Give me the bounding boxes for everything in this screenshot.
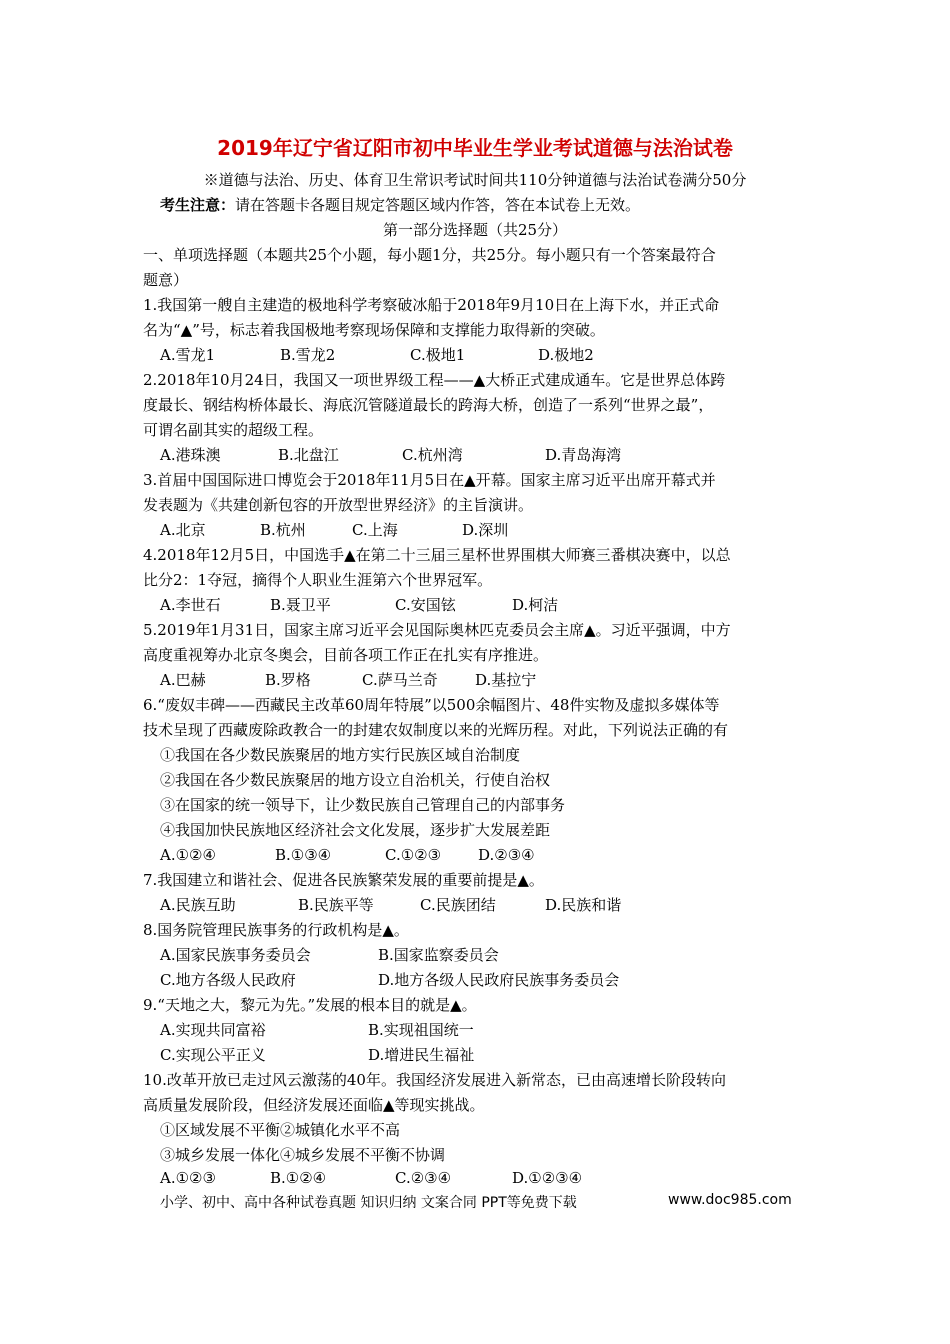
section-intro-line-1: 一、单项选择题（本题共25个小题，每小题1分，共25分。每小题只有一个答案最符合 [143, 246, 716, 264]
part-title: 第一部分选择题（共25分） [382, 221, 568, 239]
question-3-line-1: 3.首届中国国际进口博览会于2018年11月5日在▲开幕。国家主席习近平出席开幕式并 [143, 471, 716, 489]
exam-title: 2019年辽宁省辽阳市初中毕业生学业考试道德与法治试卷 [217, 136, 733, 160]
exam-note: ※道德与法治、历史、体育卫生常识考试时间共110分钟道德与法治试卷满分50分 [203, 171, 747, 189]
question-6-option-b: B.①③④ [275, 846, 332, 864]
question-8-option-d: D.地方各级人民政府民族事务委员会 [378, 971, 620, 989]
question-2-option-c: C.杭州湾 [402, 446, 463, 464]
question-7-line-1: 7.我国建立和谐社会、促进各民族繁荣发展的重要前提是▲。 [143, 871, 544, 889]
question-4-option-d: D.柯洁 [512, 596, 559, 614]
question-9-option-b: B.实现祖国统一 [368, 1021, 474, 1039]
question-5-line-1: 5.2019年1月31日，国家主席习近平会见国际奥林匹克委员会主席▲。习近平强调，中方 [143, 621, 731, 639]
question-10-statement-2: ③城乡发展一体化④城乡发展不平衡不协调 [160, 1146, 446, 1164]
question-1-option-d: D.极地2 [538, 346, 594, 364]
section-intro-line-2: 题意） [143, 271, 189, 289]
question-10-statement-1: ①区域发展不平衡②城镇化水平不高 [160, 1121, 401, 1139]
question-6-option-d: D.②③④ [478, 846, 535, 864]
question-6-line-1: 6.“废奴丰碑——西藏民主改革60周年特展”以500余幅图片、48件实物及虚拟多媒体等 [143, 696, 720, 714]
question-1-option-a: A.雪龙1 [160, 346, 216, 364]
question-2-line-2: 度最长、钢结构桥体最长、海底沉管隧道最长的跨海大桥，创造了一系列“世界之最”， [143, 396, 714, 414]
question-6-option-a: A.①②④ [160, 846, 216, 864]
question-2-line-1: 2.2018年10月24日，我国又一项世界级工程——▲大桥正式建成通车。它是世界总体跨 [143, 371, 726, 389]
question-1-line-1: 1.我国第一艘自主建造的极地科学考察破冰船于2018年9月10日在上海下水，并正式命 [143, 296, 720, 314]
question-2-option-a: A.港珠澳 [160, 446, 221, 464]
footer-url[interactable]: www.doc985.com [668, 1192, 792, 1208]
notice-text: 请在答题卡各题目规定答题区域内作答，答在本试卷上无效。 [235, 196, 641, 214]
question-6-statement-1: ①我国在各少数民族聚居的地方实行民族区域自治制度 [160, 746, 521, 764]
question-2-option-b: B.北盘江 [278, 446, 339, 464]
question-6-statement-2: ②我国在各少数民族聚居的地方设立自治机关，行使自治权 [160, 771, 551, 789]
question-1-option-c: C.极地1 [410, 346, 466, 364]
question-3-option-c: C.上海 [352, 521, 398, 539]
question-9-option-a: A.实现共同富裕 [160, 1021, 266, 1039]
question-9-option-c: C.实现公平正义 [160, 1046, 266, 1064]
question-4-line-1: 4.2018年12月5日，中国选手▲在第二十三届三星杯世界围棋大师赛三番棋决赛中，以总 [143, 546, 731, 564]
question-10-option-c: C.②③④ [395, 1169, 452, 1187]
question-10-line-1: 10.改革开放已走过风云激荡的40年。我国经济发展进入新常态，已由高速增长阶段转向 [143, 1071, 726, 1089]
question-10-option-a: A.①②③ [160, 1169, 216, 1187]
question-8-option-c: C.地方各级人民政府 [160, 971, 296, 989]
question-3-option-d: D.深圳 [462, 521, 509, 539]
question-8-option-a: A.国家民族事务委员会 [160, 946, 311, 964]
question-6-line-2: 技术呈现了西藏废除政教合一的封建农奴制度以来的光辉历程。对此，下列说法正确的有 [143, 721, 729, 739]
question-10-option-b: B.①②④ [270, 1169, 327, 1187]
question-7-option-c: C.民族团结 [420, 896, 496, 914]
question-4-line-2: 比分2：1夺冠，摘得个人职业生涯第六个世界冠军。 [143, 571, 493, 589]
question-6-statement-4: ④我国加快民族地区经济社会文化发展，逐步扩大发展差距 [160, 821, 551, 839]
question-8-line-1: 8.国务院管理民族事务的行政机构是▲。 [143, 921, 409, 939]
question-9-option-d: D.增进民生福祉 [368, 1046, 475, 1064]
notice-label: 考生注意： [160, 196, 236, 214]
question-10-line-2: 高质量发展阶段，但经济发展还面临▲等现实挑战。 [143, 1096, 485, 1114]
question-2-line-3: 可谓名副其实的超级工程。 [143, 421, 324, 439]
question-9-line-1: 9.“天地之大，黎元为先。”发展的根本目的就是▲。 [143, 996, 477, 1014]
question-7-option-a: A.民族互助 [160, 896, 236, 914]
question-3-option-a: A.北京 [160, 521, 206, 539]
question-10-option-d: D.①②③④ [512, 1169, 583, 1187]
question-4-option-a: A.李世石 [160, 596, 221, 614]
question-4-option-c: C.安国铉 [395, 596, 456, 614]
question-6-option-c: C.①②③ [385, 846, 442, 864]
question-7-option-b: B.民族平等 [298, 896, 374, 914]
notice [160, 195, 640, 215]
question-1-option-b: B.雪龙2 [280, 346, 336, 364]
question-2-option-d: D.青岛海湾 [545, 446, 622, 464]
question-3-line-2: 发表题为《共建创新包容的开放型世界经济》的主旨演讲。 [143, 496, 534, 514]
question-1-line-2: 名为“▲”号，标志着我国极地考察现场保障和支撑能力取得新的突破。 [143, 321, 605, 339]
question-7-option-d: D.民族和谐 [545, 896, 622, 914]
question-8-option-b: B.国家监察委员会 [378, 946, 499, 964]
question-5-option-c: C.萨马兰奇 [362, 671, 438, 689]
question-5-option-b: B.罗格 [265, 671, 311, 689]
question-5-option-a: A.巴赫 [160, 671, 206, 689]
footer-text: 小学、初中、高中各种试卷真题 知识归纳 文案合同 PPT等免费下载 [160, 1195, 577, 1211]
question-6-statement-3: ③在国家的统一领导下，让少数民族自己管理自己的内部事务 [160, 796, 566, 814]
question-5-line-2: 高度重视筹办北京冬奥会，目前各项工作正在扎实有序推进。 [143, 646, 549, 664]
question-3-option-b: B.杭州 [260, 521, 306, 539]
question-5-option-d: D.基拉宁 [475, 671, 537, 689]
question-4-option-b: B.聂卫平 [270, 596, 331, 614]
